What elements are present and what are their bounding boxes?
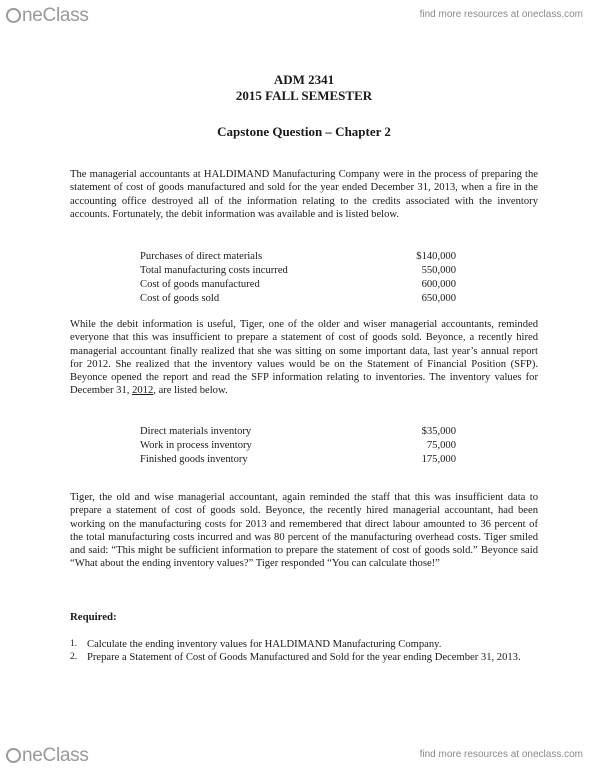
course-title: ADM 2341 bbox=[273, 72, 335, 87]
row-value: $35,000 bbox=[421, 426, 456, 437]
bottom-watermark-bar bbox=[0, 740, 595, 770]
question-title: Capstone Question – Chapter 2 bbox=[217, 124, 391, 139]
debit-info-table bbox=[140, 250, 456, 306]
row-value: 600,000 bbox=[421, 279, 456, 290]
oneclass-logo[interactable] bbox=[6, 5, 89, 27]
required-heading: Required: bbox=[70, 611, 117, 623]
intro-paragraph: The managerial accountants at HALDIMAND Manufacturing Company were in the process of preparing the statement of cost of goods manufactured and sold for the year ended December 31, 2013, when a fire in the accounting office destroyed all of the information relating to the credits associated with the inventory accounts. Fortunately, the debit information was available and is listed below. bbox=[70, 169, 538, 220]
semester-title: 2015 FALL SEMESTER bbox=[235, 88, 373, 103]
paragraph-tail: , are listed below. bbox=[153, 385, 228, 397]
table-row bbox=[140, 264, 456, 278]
list-item-text: Prepare a Statement of Cost of Goods Manufactured and Sold for the year ending December 31, 2013. bbox=[87, 652, 521, 664]
underlined-year: 2012 bbox=[132, 385, 154, 397]
table-row bbox=[140, 292, 456, 306]
top-watermark-bar bbox=[0, 0, 595, 30]
row-label: Total manufacturing costs incurred bbox=[140, 265, 288, 276]
row-label: Cost of goods manufactured bbox=[140, 279, 260, 290]
oneclass-o-icon bbox=[6, 8, 21, 23]
list-item bbox=[70, 638, 538, 651]
oneclass-o-icon bbox=[6, 748, 21, 763]
inventory-context-paragraph bbox=[70, 318, 538, 398]
required-list bbox=[70, 638, 538, 665]
table-row bbox=[140, 278, 456, 292]
paragraph-text: While the debit information is useful, Tiger, one of the older and wiser managerial accountants, reminded everyone that this was insufficient to prepare a statement of cost of goods sold. Beyonce, a recently hired managerial accountant finally realized that she was sitting on some important data, last year’s annual report for 2012. She realized that the inventory values would be on the Statement of Financial Position (SFP). Beyonce opened the report and read the SFP information relating to inventories. The inventory values for December 31, bbox=[70, 319, 538, 397]
row-label: Purchases of direct materials bbox=[140, 251, 263, 262]
table-row bbox=[140, 439, 456, 453]
list-item bbox=[70, 651, 538, 664]
row-value: 75,000 bbox=[426, 440, 456, 451]
table-row bbox=[140, 250, 456, 264]
inventory-values-table bbox=[140, 425, 456, 467]
logo-text: neClass bbox=[22, 5, 89, 26]
table-row bbox=[140, 425, 456, 439]
row-value: $140,000 bbox=[416, 251, 456, 262]
row-value: 175,000 bbox=[421, 454, 456, 465]
list-number: 1. bbox=[70, 639, 78, 649]
logo-text: neClass bbox=[22, 745, 89, 766]
oneclass-logo[interactable] bbox=[6, 745, 89, 767]
bottom-resources-link[interactable]: find more resources at oneclass.com bbox=[419, 749, 583, 760]
list-item-text: Calculate the ending inventory values for HALDIMAND Manufacturing Company. bbox=[87, 639, 442, 650]
row-label: Direct materials inventory bbox=[140, 426, 252, 437]
list-number: 2. bbox=[70, 652, 78, 663]
row-label: Cost of goods sold bbox=[140, 293, 220, 304]
row-value: 650,000 bbox=[421, 293, 456, 304]
row-value: 550,000 bbox=[421, 265, 456, 276]
direct-labour-paragraph: Tiger, the old and wise managerial accountant, again reminded the staff that this was insufficient data to prepare a statement of cost of goods sold. Beyonce, the recently hired managerial accountant, had been working on the manufacturing costs for 2013 and remembered that direct labour amounted to 36 percent of the total manufacturing costs incurred and was 80 percent of the manufacturing overhead costs. Tiger smiled and said: “This might be sufficient information to prepare the statement of cost of goods sold.” Beyonce said “What about the ending inventory values?” Tiger responded “You can calculate those!” bbox=[70, 492, 538, 570]
row-label: Finished goods inventory bbox=[140, 454, 248, 465]
top-resources-link[interactable]: find more resources at oneclass.com bbox=[419, 9, 583, 20]
row-label: Work in process inventory bbox=[140, 440, 252, 451]
table-row bbox=[140, 453, 456, 467]
